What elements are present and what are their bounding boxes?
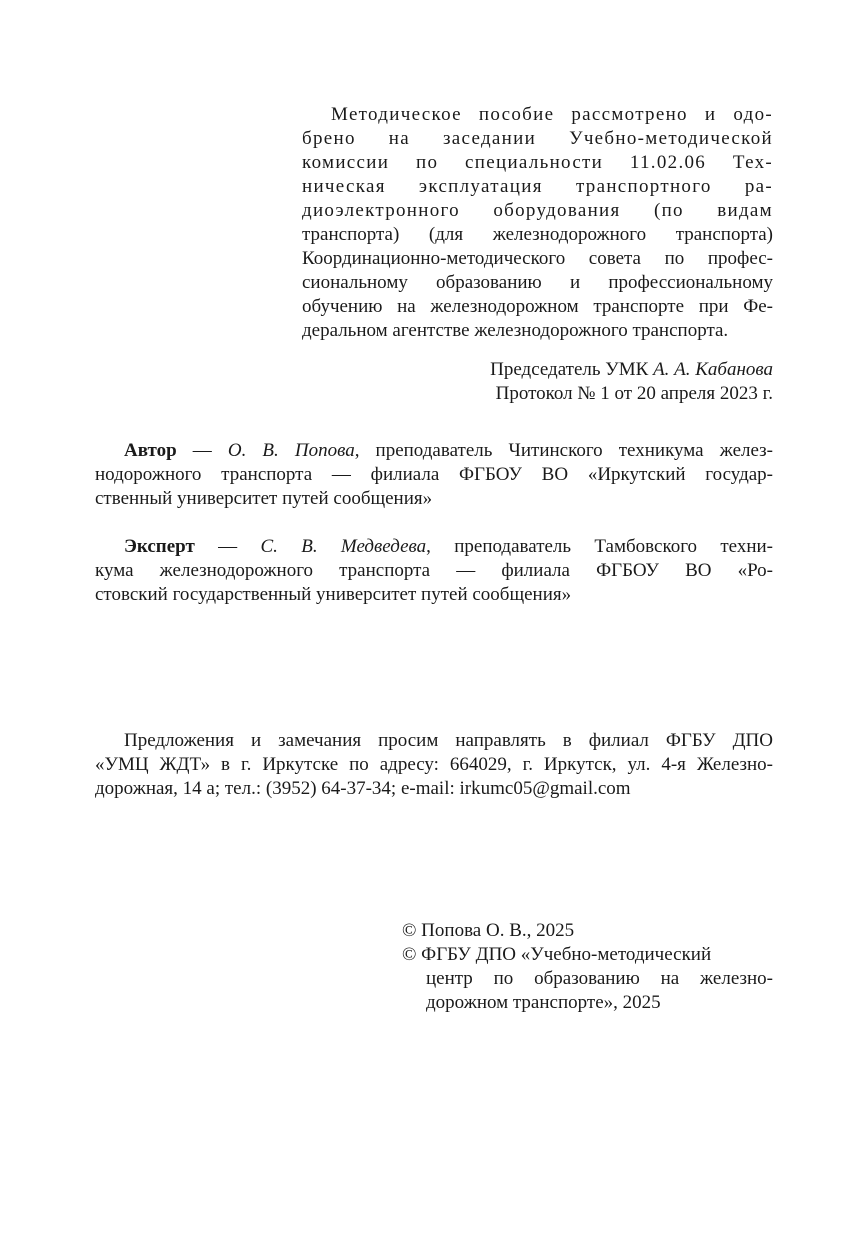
- expert-line: кума железнодорожного транспорта — филиала ФГБОУ ВО «Ро-: [95, 560, 773, 581]
- copyright-line: центр по образованию на железно-: [426, 968, 773, 989]
- chairman-name: А. А. Кабанова: [653, 359, 773, 380]
- approval-line: диоэлектронного оборудования (по видам: [302, 200, 773, 221]
- author-line: [124, 439, 773, 463]
- feedback-line: Предложения и замечания просим направлять в филиал ФГБУ ДПО: [124, 730, 773, 751]
- feedback-line: «УМЦ ЖДТ» в г. Иркутске по адресу: 664029, г. Иркутск, ул. 4-я Железно-: [95, 754, 773, 775]
- approval-line: ническая эксплуатация транспортного ра-: [302, 176, 773, 197]
- author-line: ственный университет путей сообщения»: [95, 488, 433, 509]
- protocol-line: Протокол № 1 от 20 апреля 2023 г.: [495, 383, 773, 404]
- approval-line: деральном агентстве железнодорожного транспорта.: [302, 320, 729, 341]
- copyright-line: дорожном транспорте», 2025: [426, 992, 661, 1013]
- expert-line: стовский государственный университет путей сообщения»: [95, 584, 572, 605]
- chairman-label: Председатель УМК: [490, 359, 649, 380]
- approval-line: Координационно-методического совета по профес-: [302, 248, 773, 269]
- expert-label: Эксперт: [124, 536, 195, 557]
- approval-line: сиональному образованию и профессиональному: [302, 272, 773, 293]
- approval-line: обучению на железнодорожном транспорте при Фе-: [302, 296, 773, 317]
- author-line: нодорожного транспорта — филиала ФГБОУ ВО «Иркутский государ-: [95, 464, 773, 485]
- expert-dash: —: [194, 536, 261, 557]
- chairman-line: [302, 358, 773, 382]
- expert-line: [124, 535, 773, 559]
- expert-description: , преподаватель Тамбовского техни-: [426, 536, 774, 557]
- approval-line: Методическое пособие рассмотрено и одо-: [331, 104, 773, 125]
- author-description: , преподаватель Читинского техникума желез-: [354, 440, 773, 461]
- feedback-line: дорожная, 14 а; тел.: (3952) 64-37-34; e-mail: irkumc05@gmail.com: [95, 778, 631, 799]
- author-dash: —: [176, 440, 228, 461]
- author-name: О. В. Попова: [227, 440, 355, 461]
- approval-line: брено на заседании Учебно-методической: [302, 128, 773, 149]
- author-label: Автор: [124, 440, 177, 461]
- approval-line: транспорта) (для железнодорожного транспорта): [302, 224, 773, 245]
- expert-name: С. В. Медведева: [260, 536, 427, 557]
- approval-line: комиссии по специальности 11.02.06 Тех-: [302, 152, 773, 173]
- copyright-line: © ФГБУ ДПО «Учебно-методический: [402, 944, 712, 965]
- copyright-line: © Попова О. В., 2025: [402, 920, 575, 941]
